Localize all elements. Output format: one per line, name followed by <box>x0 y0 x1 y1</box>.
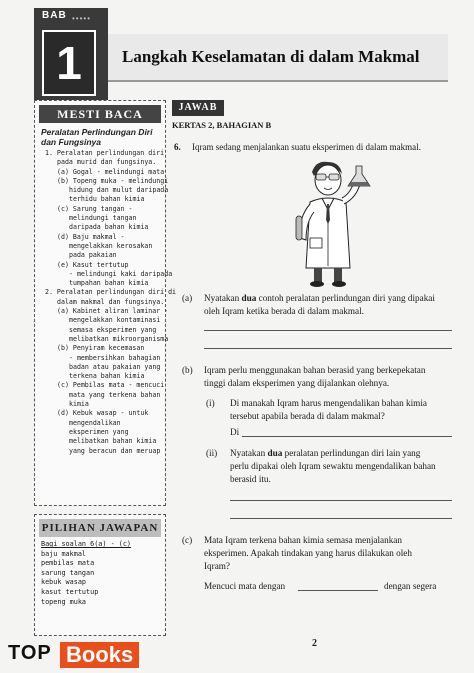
chapter-number-box <box>42 30 96 96</box>
answer-choices-subheading: Bagi soalan 6(a) - (c) <box>41 540 132 548</box>
part-c-line-2: eksperimen. Apakah tindakan yang harus dilakukan oleh <box>204 548 412 558</box>
logo-top-part <box>4 642 60 668</box>
list-item: pada murid dan fungsinya. <box>57 158 157 167</box>
part-a-label: (a) <box>182 293 193 303</box>
list-item: hidung dan mulut daripada <box>69 186 169 195</box>
part-b-i-answer-prefix: Di <box>230 427 240 437</box>
list-item: yang beracun dan meruap <box>69 446 161 455</box>
answer-line[interactable] <box>204 330 452 331</box>
list-item: mengendalikan <box>69 418 121 427</box>
list-item: dalam makmal dan fungsinya. <box>57 297 165 306</box>
answer-section-tag: JAWAB <box>172 100 224 116</box>
part-c-line-3: Iqram? <box>204 561 231 571</box>
list-item: terkena bahan kimia <box>69 372 145 381</box>
part-a-text-pre: Nyatakan <box>204 293 242 303</box>
part-a-line-1 <box>204 292 435 305</box>
must-read-heading: MESTI BACA <box>39 105 161 123</box>
list-item: (c) Sarung tangan - <box>57 204 133 213</box>
choice-item: sarung tangan <box>41 568 95 577</box>
part-b-ii-text-pre: Nyatakan <box>230 448 268 458</box>
question-6 <box>174 142 421 152</box>
must-read-panel <box>34 100 177 506</box>
choice-item: kasut tertutup <box>41 587 99 596</box>
must-read-subheading <box>41 127 160 147</box>
list-item: 1. Peralatan perlindungan diri <box>45 149 165 157</box>
part-b-line-2: tinggi dalam eksperimen yang dijalankan olehnya. <box>204 378 390 388</box>
question-text: Iqram sedang menjalankan suatu eksperimen di dalam makmal. <box>192 142 421 152</box>
part-c-answer-pre: Mencuci mata dengan <box>204 581 286 591</box>
chapter-number: 1 <box>56 37 82 89</box>
scientist-illustration <box>282 158 378 288</box>
part-a-line-2: oleh Iqram ketika berada di dalam makmal. <box>204 306 364 316</box>
part-b-ii-text-post: peralatan perlindungan diri lain yang <box>282 448 421 458</box>
list-item: daripada bahan kimia <box>69 223 149 232</box>
list-item: (d) Baju makmal - <box>57 232 125 241</box>
list-item: semasa eksperimen yang <box>69 325 157 334</box>
list-item: (c) Pembilas mata - mencuci <box>57 381 165 390</box>
list-item: terhidu bahan kimia <box>69 195 145 204</box>
title-bar <box>108 34 448 82</box>
subheading-line-2: dan Fungsinya <box>41 137 101 147</box>
part-c-label: (c) <box>182 535 193 545</box>
part-b-ii-text-bold: dua <box>267 448 283 458</box>
list-item: - melindungi kaki daripada <box>69 269 173 278</box>
part-b-label: (b) <box>182 365 193 375</box>
topbooks-logo <box>4 642 139 668</box>
logo-books-text: Books <box>60 642 139 668</box>
answer-choices-heading: PILIHAN JAWAPAN <box>39 519 161 537</box>
chapter-badge <box>34 8 108 100</box>
answer-choices-panel <box>34 514 166 636</box>
part-b-ii-line-3: berasid itu. <box>230 474 271 484</box>
list-item: mengelakkan kontaminasi <box>69 316 161 325</box>
list-item: (a) Gogal - melindungi mata <box>57 167 165 176</box>
part-b-ii-label: (ii) <box>206 448 218 458</box>
paper-section-label: KERTAS 2, BAHAGIAN B <box>172 120 272 130</box>
answer-line[interactable] <box>242 436 452 437</box>
choice-item: topeng muka <box>41 597 87 606</box>
part-b-ii-line-1 <box>230 447 420 460</box>
answer-line[interactable] <box>204 348 452 349</box>
chapter-label: BAB <box>42 10 67 21</box>
part-b-i-line-2: tersebut apabila berada di dalam makmal? <box>230 411 385 421</box>
page-number: 2 <box>312 638 317 649</box>
list-item: 2. Peralatan perlindungan diri di <box>45 288 177 297</box>
list-item: (b) Penyiram kecemasan <box>57 344 145 353</box>
part-b-i-label: (i) <box>206 398 215 408</box>
chapter-dots: ••••• <box>72 14 92 23</box>
choice-item: kebuk wasap <box>41 578 87 587</box>
page-title: Langkah Keselamatan di dalam Makmal <box>122 47 420 66</box>
list-item: melibatkan mikroorganisma <box>69 334 169 343</box>
list-item: (b) Topeng muka - melindungi <box>57 176 169 185</box>
list-item: pada pakaian <box>69 251 117 260</box>
list-item: melibatkan bahan kimia <box>69 437 157 446</box>
part-c-answer-post: dengan segera <box>384 581 437 591</box>
subheading-line-1: Peralatan Perlindungan Diri <box>41 127 153 137</box>
list-item: - membersihkan bahagian <box>69 353 161 362</box>
list-item: eksperimen yang <box>69 427 129 436</box>
answer-line[interactable] <box>230 518 452 519</box>
answer-line[interactable] <box>298 590 378 591</box>
list-item: mata yang terkena bahan <box>69 390 161 399</box>
list-item: (a) Kabinet aliran laminar - <box>57 307 169 316</box>
part-c-line-1: Mata Iqram terkena bahan kimia semasa menjalankan <box>204 535 402 545</box>
list-item: kimia <box>69 400 89 409</box>
part-b-ii-line-2: perlu dipakai oleh Iqram sewaktu mengendalikan bahan <box>230 461 436 471</box>
part-a-text-post: contoh peralatan perlindungan diri yang dipakai <box>256 293 435 303</box>
answer-choices-body <box>35 537 165 607</box>
choice-item: baju makmal <box>41 549 87 558</box>
part-a-text-bold: dua <box>241 293 257 303</box>
list-item: badan atau pakaian yang <box>69 362 161 371</box>
part-b-i-line-1: Di manakah Iqram harus mengendalikan bahan kimia <box>230 398 427 408</box>
answer-line[interactable] <box>230 500 452 501</box>
logo-top-text: TOP <box>8 642 52 664</box>
list-item: mengelakkan kerosakan <box>69 241 153 250</box>
list-item: tumpahan bahan kimia <box>69 279 149 288</box>
must-read-body <box>35 123 177 456</box>
part-b-line-1: Iqram perlu menggunakan bahan berasid yang berkepekatan <box>204 365 426 375</box>
list-item: melindungi tangan <box>69 214 137 223</box>
list-item: (d) Kebuk wasap - untuk <box>57 409 149 418</box>
question-number: 6. <box>174 142 181 152</box>
list-item: (e) Kasut tertutup <box>57 260 129 269</box>
choice-item: pembilas mata <box>41 559 95 568</box>
